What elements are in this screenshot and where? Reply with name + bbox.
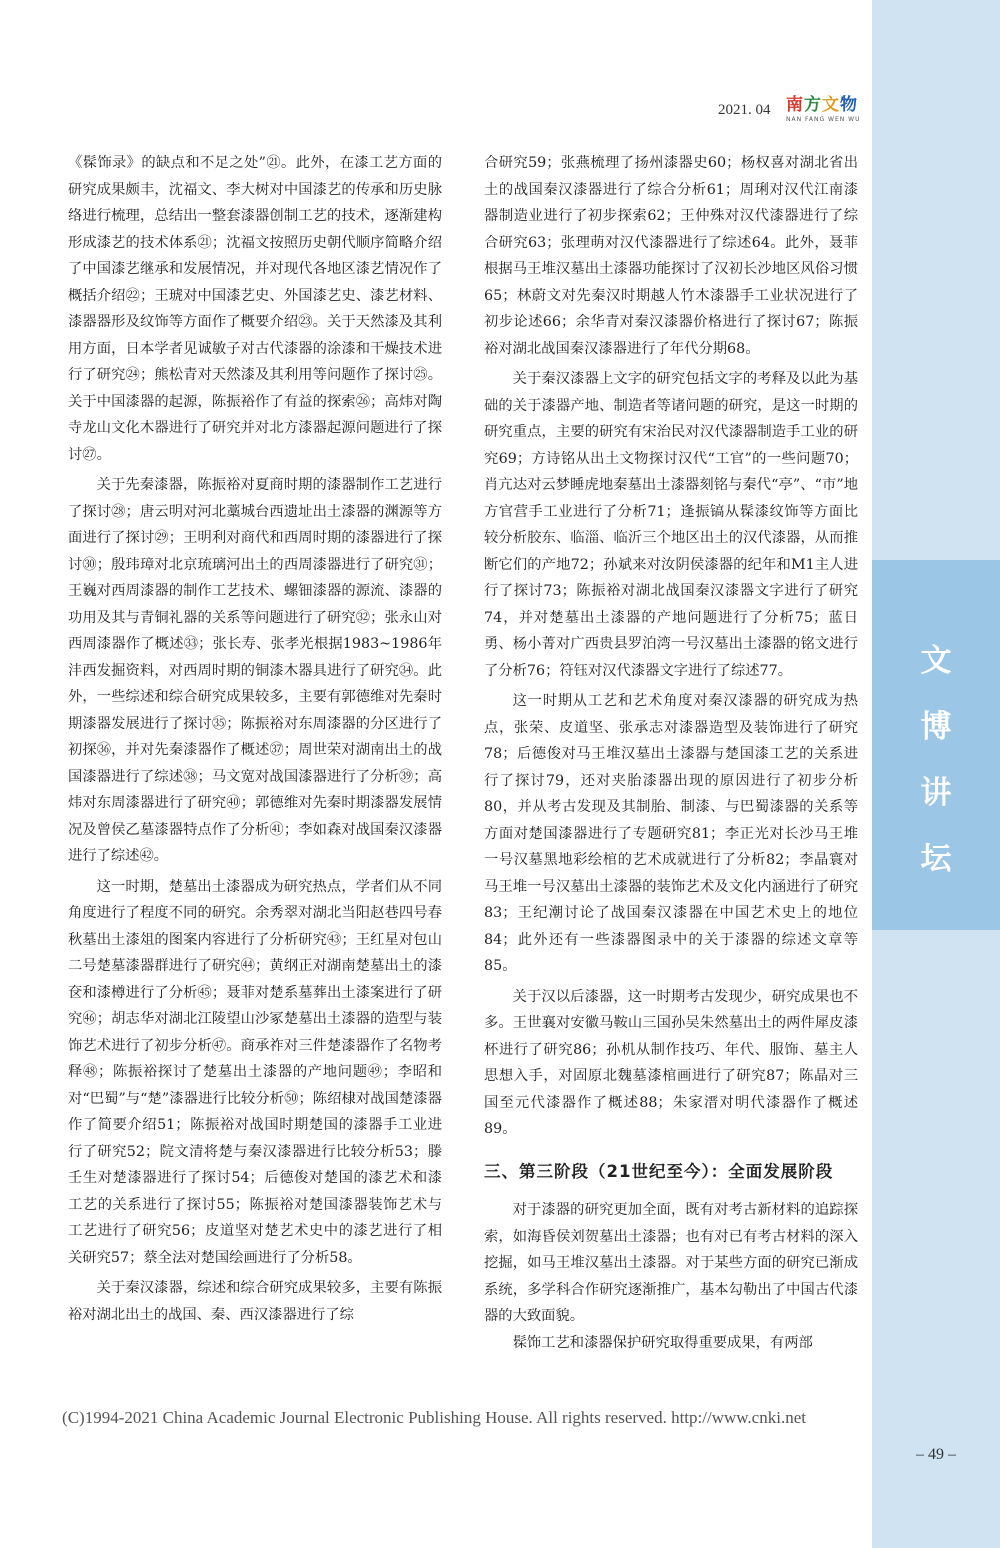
paragraph: 对于漆器的研究更加全面，既有对考古新材料的追踪探索，如海昏侯刘贺墓出土漆器；也有对已有考古材料的深入挖掘，如马王堆汉墓出土漆器。对于某些方面的研究已渐成系统，多学科合作研究逐渐推广，基本勾勒出了中国古代漆器的大致面貌。 <box>484 1202 858 1324</box>
paragraph: 关于秦汉漆器，综述和综合研究成果较多，主要有陈振裕对湖北出土的战国、秦、西汉漆器进行了综 <box>68 1280 442 1323</box>
section-heading: 三、第三阶段（21世纪至今）：全面发展阶段 <box>484 1161 834 1181</box>
logo-text: 南方文物 <box>786 95 858 115</box>
paragraph: 合研究59；张燕梳理了扬州漆器史60；杨权喜对湖北省出土的战国秦汉漆器进行了综合分析61；周琍对汉代江南漆器制造业进行了初步探索62；王仲殊对汉代漆器进行了综合研究63；张理萌对汉代漆器进行了综述64。此外，聂菲根据马王堆汉墓出土漆器功能探讨了汉初长沙地区风俗习惯65；林蔚文对先秦汉时期越人竹木漆器手工业状况进行了初步论述66；余华青对秦汉漆器价格进行了探讨67；陈振裕对湖北战国秦汉漆器进行了年代分期68。 <box>484 155 858 357</box>
page-number: – 49 – <box>916 1446 956 1463</box>
paragraph: 关于秦汉漆器上文字的研究包括文字的考释及以此为基础的关于漆器产地、制造者等诸问题的研究，是这一时期的研究重点，主要的研究有宋治民对汉代漆器制造手工业的研究69；方诗铭从出土文物探讨汉代“工官”的一些问题70；肖亢达对云梦睡虎地秦墓出土漆器刻铭与秦代“亭”、“市”地方官营手工业进行了分析71；逢振镐从髹漆纹饰等方面比较分析胶东、临淄、临沂三个地区出土的汉代漆器，从而推断它们的产地72；孙斌来对汝阴侯漆器的纪年和M1主人进行了探讨73；陈振裕对湖北战国秦汉漆器文字进行了研究74，并对楚墓出土漆器的产地问题进行了分析75；蓝日勇、杨小菁对广西贵县罗泊湾一号汉墓出土漆器的铭文进行了分析76；符钰对汉代漆器文字进行了综述77。 <box>484 371 858 679</box>
paragraph: 这一时期，楚墓出土漆器成为研究热点，学者们从不同角度进行了程度不同的研究。余秀翠对湖北当阳赵巷四号春秋墓出土漆俎的图案内容进行了分析研究㊸；王红星对包山二号楚墓漆器群进行了研究㊹；黄纲正对湖南楚墓出土的漆奁和漆樽进行了分析㊺；聂菲对楚系墓葬出土漆案进行了研究㊻；胡志华对湖北江陵望山沙冢楚墓出土漆器的造型与装饰艺术进行了初步分析㊼。商承祚对三件楚漆器作了名物考释㊽；陈振裕探讨了楚墓出土漆器的产地问题㊾；李昭和对“巴蜀”与“楚”漆器进行比较分析㊿；陈绍棣对战国楚漆器作了简要介绍51；陈振裕对战国时期楚国的漆器手工业进行了研究52；院文清将楚与秦汉漆器进行比较分析53；滕壬生对楚漆器进行了探讨54；后德俊对楚国的漆艺术和漆工艺的关系进行了探讨55；陈振裕对楚国漆器装饰艺术与工艺进行了研究56；皮道坚对楚艺术史中的漆艺进行了相关研究57；蔡全法对楚国绘画进行了分析58。 <box>68 878 442 1266</box>
journal-logo <box>786 94 866 128</box>
right-column <box>484 150 858 1356</box>
column-title-char: 博 <box>920 709 952 745</box>
paragraph: 这一时期从工艺和艺术角度对秦汉漆器的研究成为热点，张荣、皮道坚、张承志对漆器造型及装饰进行了研究78；后德俊对马王堆汉墓出土漆器与楚国漆工艺的关系进行了探讨79，还对夹胎漆器出现的原因进行了初步分析80，并从考古发现及其制胎、制漆、与巴蜀漆器的关系等方面对楚国漆器进行了专题研究81；李正光对长沙马王堆一号汉墓黑地彩绘棺的艺术成就进行了分析82；李晶寰对马王堆一号汉墓出土漆器的装饰艺术及文化内涵进行了研究83；王纪潮讨论了战国秦汉漆器在中国艺术史上的地位84；此外还有一些漆器图录中的关于漆器的综述文章等85。 <box>484 693 858 974</box>
paragraph: 髹饰工艺和漆器保护研究取得重要成果，有两部 <box>512 1334 813 1351</box>
column-title-char: 坛 <box>920 841 952 877</box>
page-header <box>650 96 865 128</box>
column-title-char: 文 <box>920 643 952 679</box>
issue-number: 2021. 04 <box>718 102 771 118</box>
left-column <box>68 150 442 1328</box>
column-title <box>872 628 1000 892</box>
paragraph: 《髹饰录》的缺点和不足之处”㉑。此外，在漆工艺方面的研究成果颇丰，沈福文、李大树对中国漆艺的传承和历史脉络进行梳理，总结出一整套漆器创制工艺的技术，逐渐建构形成漆艺的技术体系㉑；沈福文按照历史朝代顺序简略介绍了中国漆艺继承和发展情况，并对现代各地区漆艺情况作了概括介绍㉒；王琥对中国漆艺史、外国漆艺史、漆艺材料、漆器器形及纹饰等方面作了概要介绍㉓。关于天然漆及其利用方面，日本学者见诚敏子对古代漆器的涂漆和干燥技术进行了研究㉔；熊松青对天然漆及其利用等问题作了探讨㉕。关于中国漆器的起源，陈振裕作了有益的探索㉖；高炜对陶寺龙山文化木器进行了研究并对北方漆器起源问题进行了探讨㉗。 <box>68 155 442 463</box>
column-title-char: 讲 <box>920 775 952 811</box>
logo-pinyin: NAN FANG WEN WU <box>786 116 861 123</box>
copyright-notice: (C)1994-2021 China Academic Journal Electronic Publishing House. All rights reserved. http://www.cnki.net <box>62 1408 806 1427</box>
paragraph: 关于先秦漆器，陈振裕对夏商时期的漆器制作工艺进行了探讨㉘；唐云明对河北藁城台西遗址出土漆器的渊源等方面进行了探讨㉙；王明利对商代和西周时期的漆器进行了探讨㉚；殷玮璋对北京琉璃河出土的西周漆器进行了研究㉛；王巍对西周漆器的制作工艺技术、螺钿漆器的源流、漆器的功用及其与青铜礼器的关系等问题进行了研究㉜；张永山对西周漆器作了概述㉝；张长寿、张孝光根据1983~1986年沣西发掘资料，对西周时期的铜漆木器具进行了研究㉞。此外，一些综述和综合研究成果较多，主要有郭德维对先秦时期漆器发展进行了探讨㉟；陈振裕对东周漆器的分区进行了初探㊱，并对先秦漆器作了概述㊲；周世荣对湖南出土的战国漆器进行了综述㊳；马文宽对战国漆器进行了分析㊴；高炜对东周漆器进行了研究㊵；郭德维对先秦时期漆器发展情况及曾侯乙墓漆器特点作了分析㊶；李如森对战国秦汉漆器进行了综述㊷。 <box>68 477 442 864</box>
paragraph: 关于汉以后漆器，这一时期考古发现少，研究成果也不多。王世襄对安徽马鞍山三国孙吴朱然墓出土的两件犀皮漆杯进行了研究86；孙机从制作技巧、年代、服饰、墓主人思想入手，对固原北魏墓漆棺画进行了研究87；陈晶对三国至元代漆器作了概述88；朱家溍对明代漆器作了概述89。 <box>484 988 858 1137</box>
